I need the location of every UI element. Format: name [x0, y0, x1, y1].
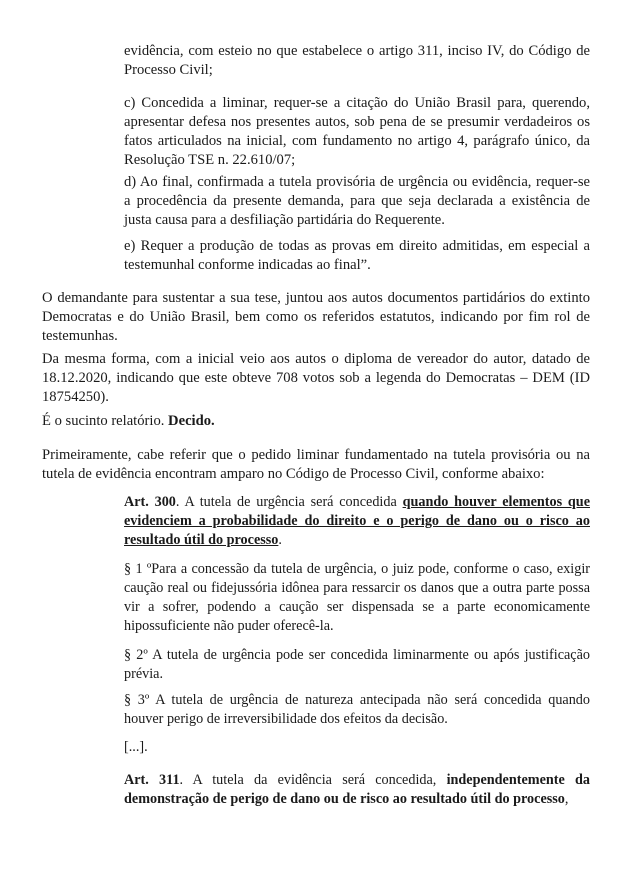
paragraph-1-mark: § 1 º	[124, 561, 152, 577]
article-311-label: Art. 311	[124, 772, 180, 788]
quote-paragraph-c: c) Concedida a liminar, requer-se a citação do União Brasil para, querendo, apresentar defesa nos presentes autos, sob pena de se presumir verdadeiros os fatos articulados na inicial, com fundamento no artigo 4, parágrafo único, da Resolução TSE n. 22.610/07;	[124, 95, 590, 168]
body-paragraph-3	[42, 412, 590, 431]
article-300-label: Art. 300	[124, 494, 176, 510]
article-300-paragraph-3: § 3º A tutela de urgência de natureza antecipada não será concedida quando houver perigo de irreversibilidade dos efeitos da decisão.	[124, 692, 590, 727]
article-300	[124, 493, 590, 550]
article-300-paragraph-2: § 2º A tutela de urgência pode ser concedida liminarmente ou após justificação prévia.	[124, 647, 590, 682]
article-311-emphasis: independentemente da demonstração de perigo de dano ou de risco ao resultado útil do processo	[124, 772, 591, 807]
article-311	[124, 771, 590, 809]
body-paragraph-1: O demandante para sustentar a sua tese, juntou aos autos documentos partidários do extinto Democratas e do União Brasil, bem como os referidos estatutos, indicando por fim rol de testemunhas.	[42, 290, 590, 344]
body-paragraph-2: Da mesma forma, com a inicial veio aos autos o diploma de vereador do autor, datado de 18.12.2020, indicando que este obteve 708 votos sob a legenda do Democratas – DEM (ID 18754250).	[42, 351, 590, 405]
article-311-text: . A tutela da evidência será concedida,	[179, 772, 447, 788]
report-text: É o sucinto relatório.	[42, 413, 169, 429]
article-300-end: .	[278, 532, 282, 548]
article-300-paragraph-1	[124, 560, 590, 636]
quote-paragraph-cont: evidência, com esteio no que estabelece o artigo 311, inciso IV, do Código de Processo Civil;	[124, 43, 590, 78]
article-311-end: ,	[564, 791, 569, 807]
body-paragraph-4: Primeiramente, cabe referir que o pedido liminar fundamentado na tutela provisória ou na tutela de evidência encontram amparo no Código de Processo Civil, conforme abaixo:	[42, 447, 590, 482]
ellipsis: [...].	[124, 739, 148, 755]
paragraph-1-text: Para a concessão da tutela de urgência, o juiz pode, conforme o caso, exigir caução real ou fidejussória idônea para ressarcir os danos que a outra parte possa vir a sofrer, podendo a caução ser dispensada se a parte economicamente hipossuficiente não puder oferecê-la.	[124, 561, 590, 634]
article-300-emphasis: quando houver elementos que evidenciem a probabilidade do direito e o perigo de dano ou o risco ao resultado útil do processo	[124, 494, 590, 548]
article-300-text: . A tutela de urgência será concedida	[175, 494, 403, 510]
decision-word: Decido.	[168, 413, 215, 429]
quote-paragraph-e: e) Requer a produção de todas as provas em direito admitidas, em especial a testemunhal conforme indicadas ao final”.	[124, 238, 590, 273]
quote-paragraph-d: d) Ao final, confirmada a tutela provisória de urgência ou evidência, requer-se a procedência da presente demanda, para que seja declarada a existência de justa causa para a desfiliação partidária do Requerente.	[124, 174, 590, 228]
